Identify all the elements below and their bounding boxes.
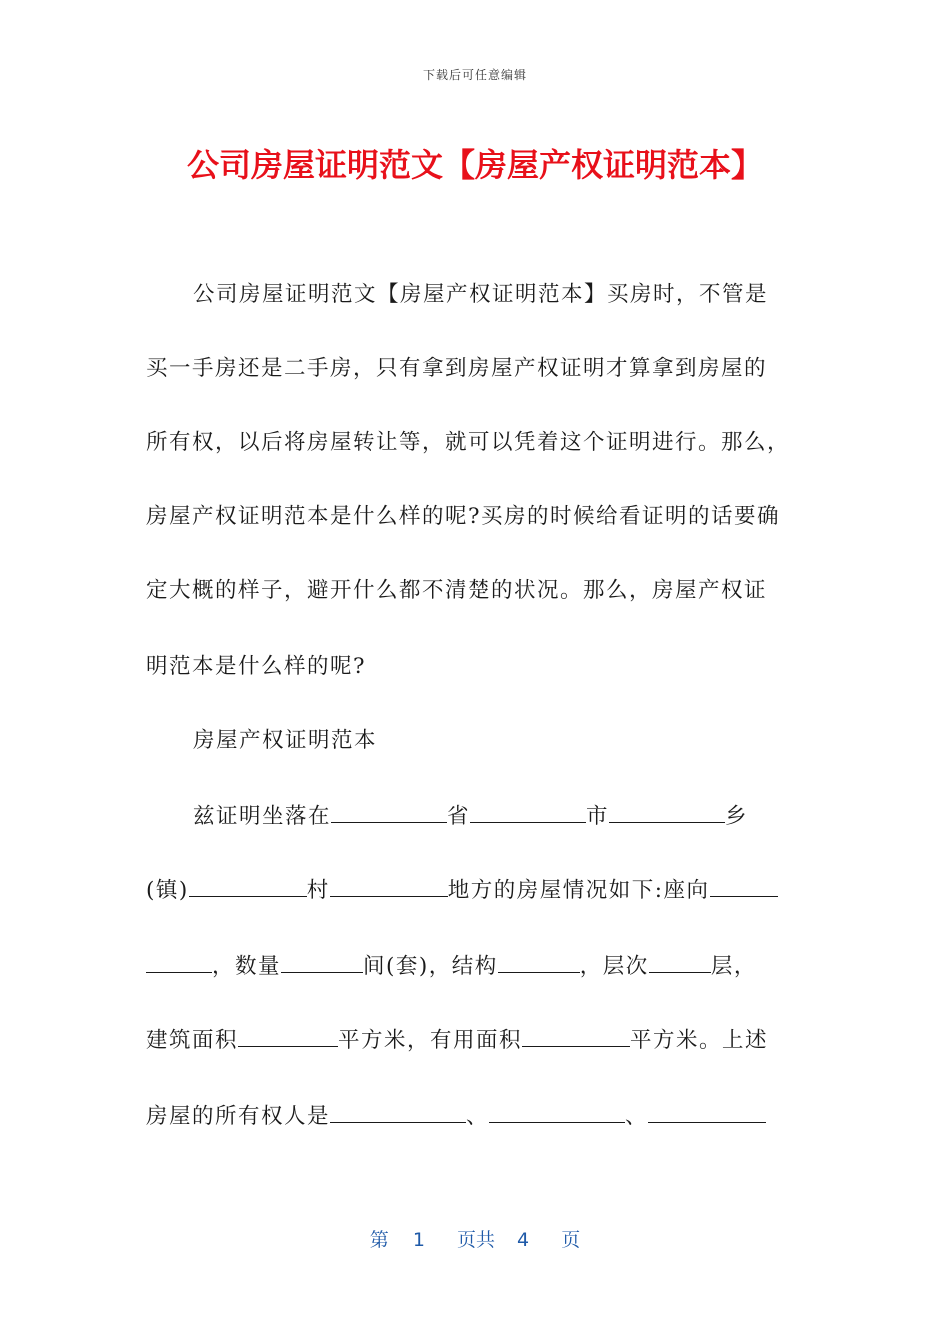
fill-blank [522,1026,630,1047]
form-line-4 [146,1024,806,1058]
fill-blank [238,1026,338,1047]
form-text: ，层次 [579,954,649,979]
fill-blank [710,876,778,897]
paragraph-line: 所有权，以后将房屋转让等，就可以凭着这个证明进行。那么， [146,430,791,455]
form-line-3 [146,950,806,984]
form-line-2 [146,874,806,908]
fill-blank [649,952,711,973]
paragraph-line: 定大概的样子，避开什么都不清楚的状况。那么，房屋产权证 [146,578,768,603]
fill-blank [489,1102,625,1123]
form-text: 地方的房屋情况如下:座向 [447,878,710,903]
fill-blank [281,952,363,973]
form-text: (镇) [146,878,189,903]
header-note: 下载后可任意编辑 [422,68,527,82]
paragraph-line: 买一手房还是二手房，只有拿到房屋产权证明才算拿到房屋的 [146,356,768,381]
form-text: 层， [710,954,757,979]
form-text: 兹证明坐落在 [193,804,332,829]
page-footer [0,1225,950,1252]
fill-blank [609,802,725,823]
footer-total-pages: 4 [517,1229,530,1251]
fill-blank [330,876,448,897]
form-text: 、 [625,1104,649,1129]
fill-blank [331,802,447,823]
form-text: 间(套)，结构 [363,954,498,979]
footer-middle: 页共 [456,1229,495,1251]
fill-blank [330,1102,466,1123]
footer-suffix: 页 [561,1229,581,1251]
footer-prefix: 第 [369,1229,389,1251]
document-title: 公司房屋证明范文【房屋产权证明范本】 [186,146,763,184]
paragraph-line: 明范本是什么样的呢? [146,654,367,679]
form-text: 省 [447,804,471,829]
fill-blank [648,1102,766,1123]
form-line-5 [146,1100,806,1134]
paragraph-line: 房屋产权证明范本是什么样的呢?买房的时候给看证明的话要确 [146,504,781,529]
form-line-1 [193,800,853,834]
form-text: ，数量 [212,954,282,979]
form-text: 房屋的所有权人是 [146,1104,331,1129]
form-text: 乡 [725,804,749,829]
form-text: 平方米，有用面积 [338,1028,523,1053]
fill-blank [470,802,586,823]
fill-blank [189,876,307,897]
subheading: 房屋产权证明范本 [193,728,378,753]
fill-blank [146,952,212,973]
paragraph-line: 公司房屋证明范文【房屋产权证明范本】买房时，不管是 [193,282,769,307]
form-text: 、 [466,1104,490,1129]
form-text: 建筑面积 [146,1028,239,1053]
form-text: 平方米。上述 [630,1028,769,1053]
fill-blank [498,952,580,973]
form-text: 市 [586,804,610,829]
footer-page-number: 1 [412,1229,425,1251]
form-text: 村 [306,878,330,903]
